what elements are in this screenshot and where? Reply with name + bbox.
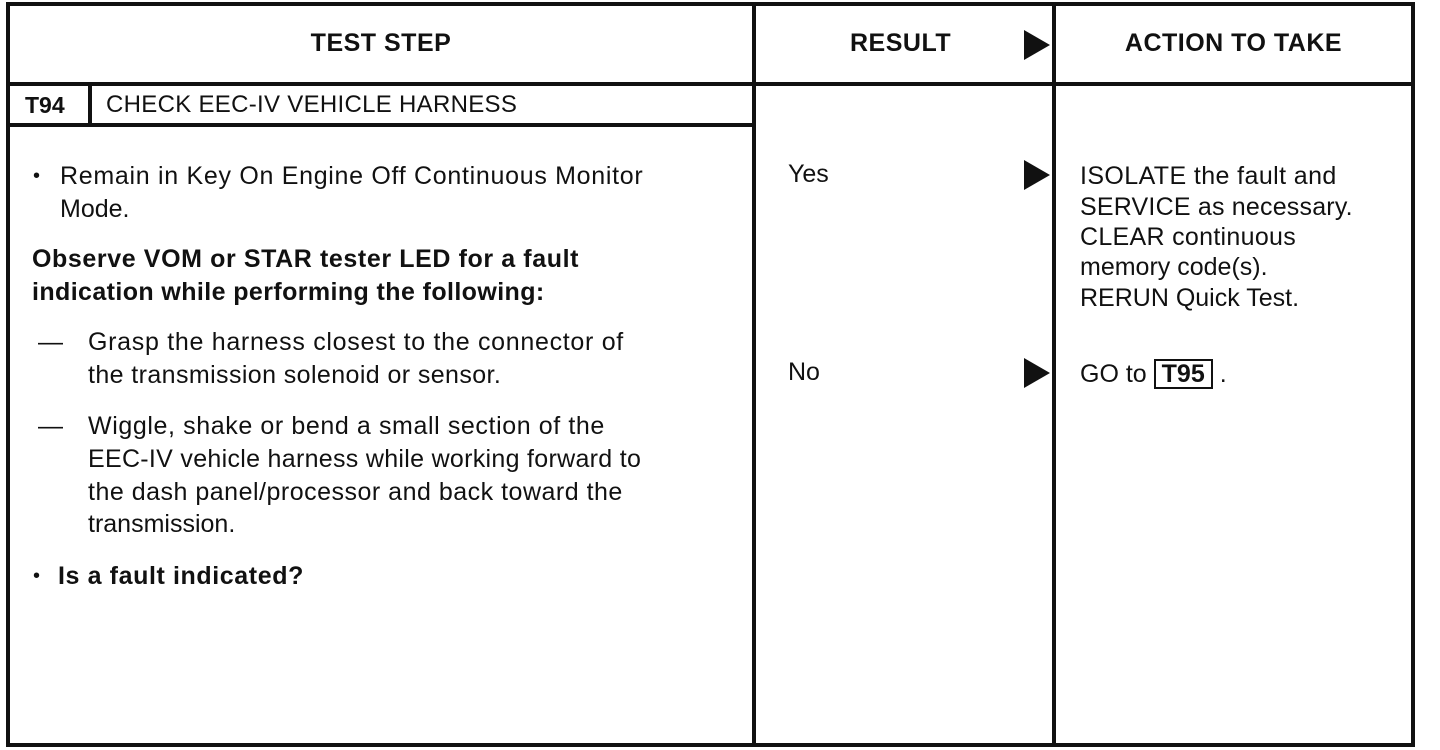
dash-mark-2: — [38,412,63,440]
question: Is a fault indicated? [58,562,304,590]
header-action-to-take: ACTION TO TAKE [1124,28,1343,57]
step-id: T94 [25,92,65,118]
instruction-remain: Remain in Key On Engine Off Continuous Monitor [60,162,644,190]
header-test-step: TEST STEP [310,28,452,57]
instruction-grasp-cont: the transmission solenoid or sensor. [88,361,502,389]
instruction-wiggle-cont-2: the dash panel/processor and back toward the [88,478,623,506]
action-yes-line-2: SERVICE as necessary. [1080,193,1353,221]
instruction-wiggle-cont-1: EEC-IV vehicle harness while working forward to [88,445,642,473]
instruction-observe: Observe VOM or STAR tester LED for a fault [32,245,580,273]
instruction-observe-cont: indication while performing the following: [32,278,545,306]
table-border-left [6,2,10,747]
step-title-underline [6,123,756,127]
action-no-suffix: . [1219,360,1227,388]
step-ref-t95-link[interactable]: T95 [1154,359,1213,389]
arrow-no-icon [1024,358,1050,388]
column-divider-2 [1052,2,1056,747]
instruction-wiggle: Wiggle, shake or bend a small section of the [88,412,605,440]
header-divider [6,82,1415,86]
header-arrow-icon [1024,30,1050,60]
step-id-divider [88,84,92,126]
header-result: RESULT [850,28,952,57]
action-no [1080,358,1227,390]
instruction-wiggle-cont-3: transmission. [88,510,236,538]
result-no: No [788,358,820,386]
action-yes-line-4: memory code(s). [1080,253,1268,281]
bullet-icon: • [33,165,41,187]
action-no-prefix: GO to [1080,360,1147,388]
table-border-bottom [6,743,1415,747]
action-yes-line-5: RERUN Quick Test. [1080,284,1300,312]
result-yes: Yes [788,160,829,188]
bullet-icon: • [33,565,41,587]
column-divider-1 [752,2,756,747]
arrow-yes-icon [1024,160,1050,190]
action-yes-line-1: ISOLATE the fault and [1080,162,1337,190]
step-title: CHECK EEC-IV VEHICLE HARNESS [106,91,518,118]
action-yes-line-3: CLEAR continuous [1080,223,1297,251]
instruction-remain-cont: Mode. [60,195,130,223]
table-border-right [1411,2,1415,747]
instruction-grasp: Grasp the harness closest to the connector of [88,328,624,356]
dash-mark-1: — [38,328,63,356]
